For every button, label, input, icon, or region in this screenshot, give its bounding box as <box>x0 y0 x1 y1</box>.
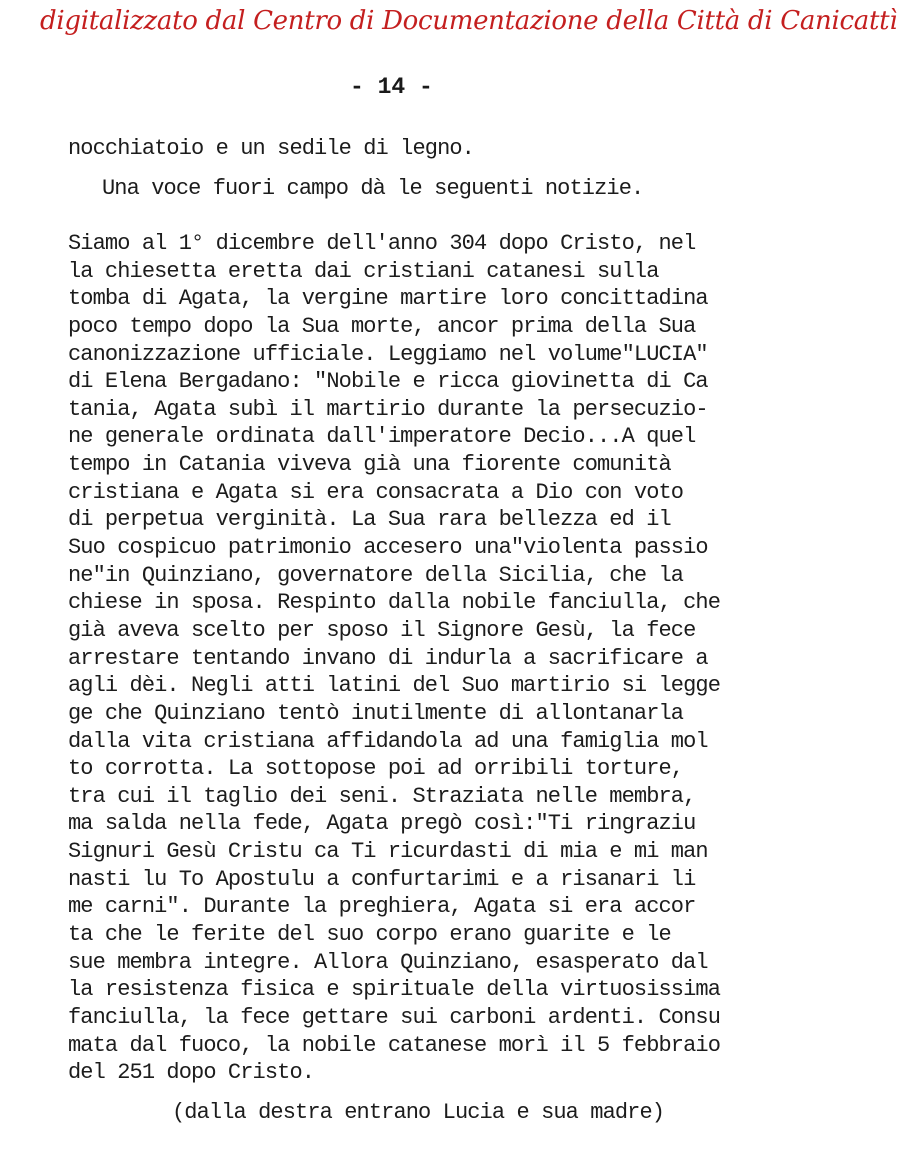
text-line: ne"in Quinziano, governatore della Sicilia, che la <box>68 562 684 588</box>
stage-direction: (dalla destra entrano Lucia e sua madre) <box>172 1100 665 1125</box>
text-line: tempo in Catania viveva già una fiorente comunità <box>68 452 671 478</box>
text-line: la resistenza fisica e spirituale della virtuosissima <box>68 977 721 1003</box>
text-line: già aveva scelto per sposo il Signore Gesù, la fece <box>68 617 696 643</box>
text-line: nasti lu To Apostulu a confurtarimi e a risanari li <box>68 866 696 892</box>
text-line: di perpetua verginità. La Sua rara bellezza ed il <box>68 507 671 533</box>
text-line: Siamo al 1° dicembre dell'anno 304 dopo Cristo, nel <box>68 231 696 256</box>
text-line: me carni". Durante la preghiera, Agata si era accor <box>68 894 696 920</box>
text-line: tra cui il taglio dei seni. Straziata nelle membra, <box>68 783 696 809</box>
text-line: ta che le ferite del suo corpo erano guarite e le <box>68 922 671 948</box>
text-line: to corrotta. La sottopose poi ad orribili torture, <box>68 756 684 782</box>
digitization-watermark: digitalizzato dal Centro di Documentazione della Città di Canicattì <box>40 6 897 36</box>
text-line: canonizzazione ufficiale. Leggiamo nel volume"LUCIA" <box>68 341 708 367</box>
text-line: Suo cospicuo patrimonio accesero una"violenta passio <box>68 535 708 561</box>
page-number: - 14 - <box>350 74 433 100</box>
opening-line: nocchiatoio e un sedile di legno. <box>68 136 474 161</box>
text-line: agli dèi. Negli atti latini del Suo martirio si legge <box>68 673 721 699</box>
text-line: chiese in sposa. Respinto dalla nobile fanciulla, che <box>68 590 721 616</box>
text-line: poco tempo dopo la Sua morte, ancor prima della Sua <box>68 313 696 339</box>
text-line: la chiesetta eretta dai cristiani catanesi sulla <box>68 258 659 284</box>
text-line: del 251 dopo Cristo. <box>68 1060 315 1086</box>
offstage-voice-line: Una voce fuori campo dà le seguenti notizie. <box>102 176 644 201</box>
text-line: ne generale ordinata dall'imperatore Decio...A quel <box>68 424 696 450</box>
text-line: mata dal fuoco, la nobile catanese morì il 5 febbraio <box>68 1032 721 1058</box>
text-line: ma salda nella fede, Agata pregò così:"Ti ringraziu <box>68 811 696 837</box>
text-line: ge che Quinziano tentò inutilmente di allontanarla <box>68 700 684 726</box>
text-line: Signuri Gesù Cristu ca Ti ricurdasti di mia e mi man <box>68 839 708 865</box>
text-line: dalla vita cristiana affidandola ad una famiglia mol <box>68 728 708 754</box>
text-line: tomba di Agata, la vergine martire loro concittadina <box>68 286 708 312</box>
text-line: sue membra integre. Allora Quinziano, esasperato dal <box>68 949 708 975</box>
text-line: fanciulla, la fece gettare sui carboni ardenti. Consu <box>68 1004 721 1030</box>
text-line: tania, Agata subì il martirio durante la persecuzio- <box>68 396 708 422</box>
narration-paragraph <box>68 230 720 1087</box>
text-line: arrestare tentando invano di indurla a sacrificare a <box>68 645 708 671</box>
text-line: di Elena Bergadano: "Nobile e ricca giovinetta di Ca <box>68 369 708 395</box>
text-line: cristiana e Agata si era consacrata a Dio con voto <box>68 479 684 505</box>
